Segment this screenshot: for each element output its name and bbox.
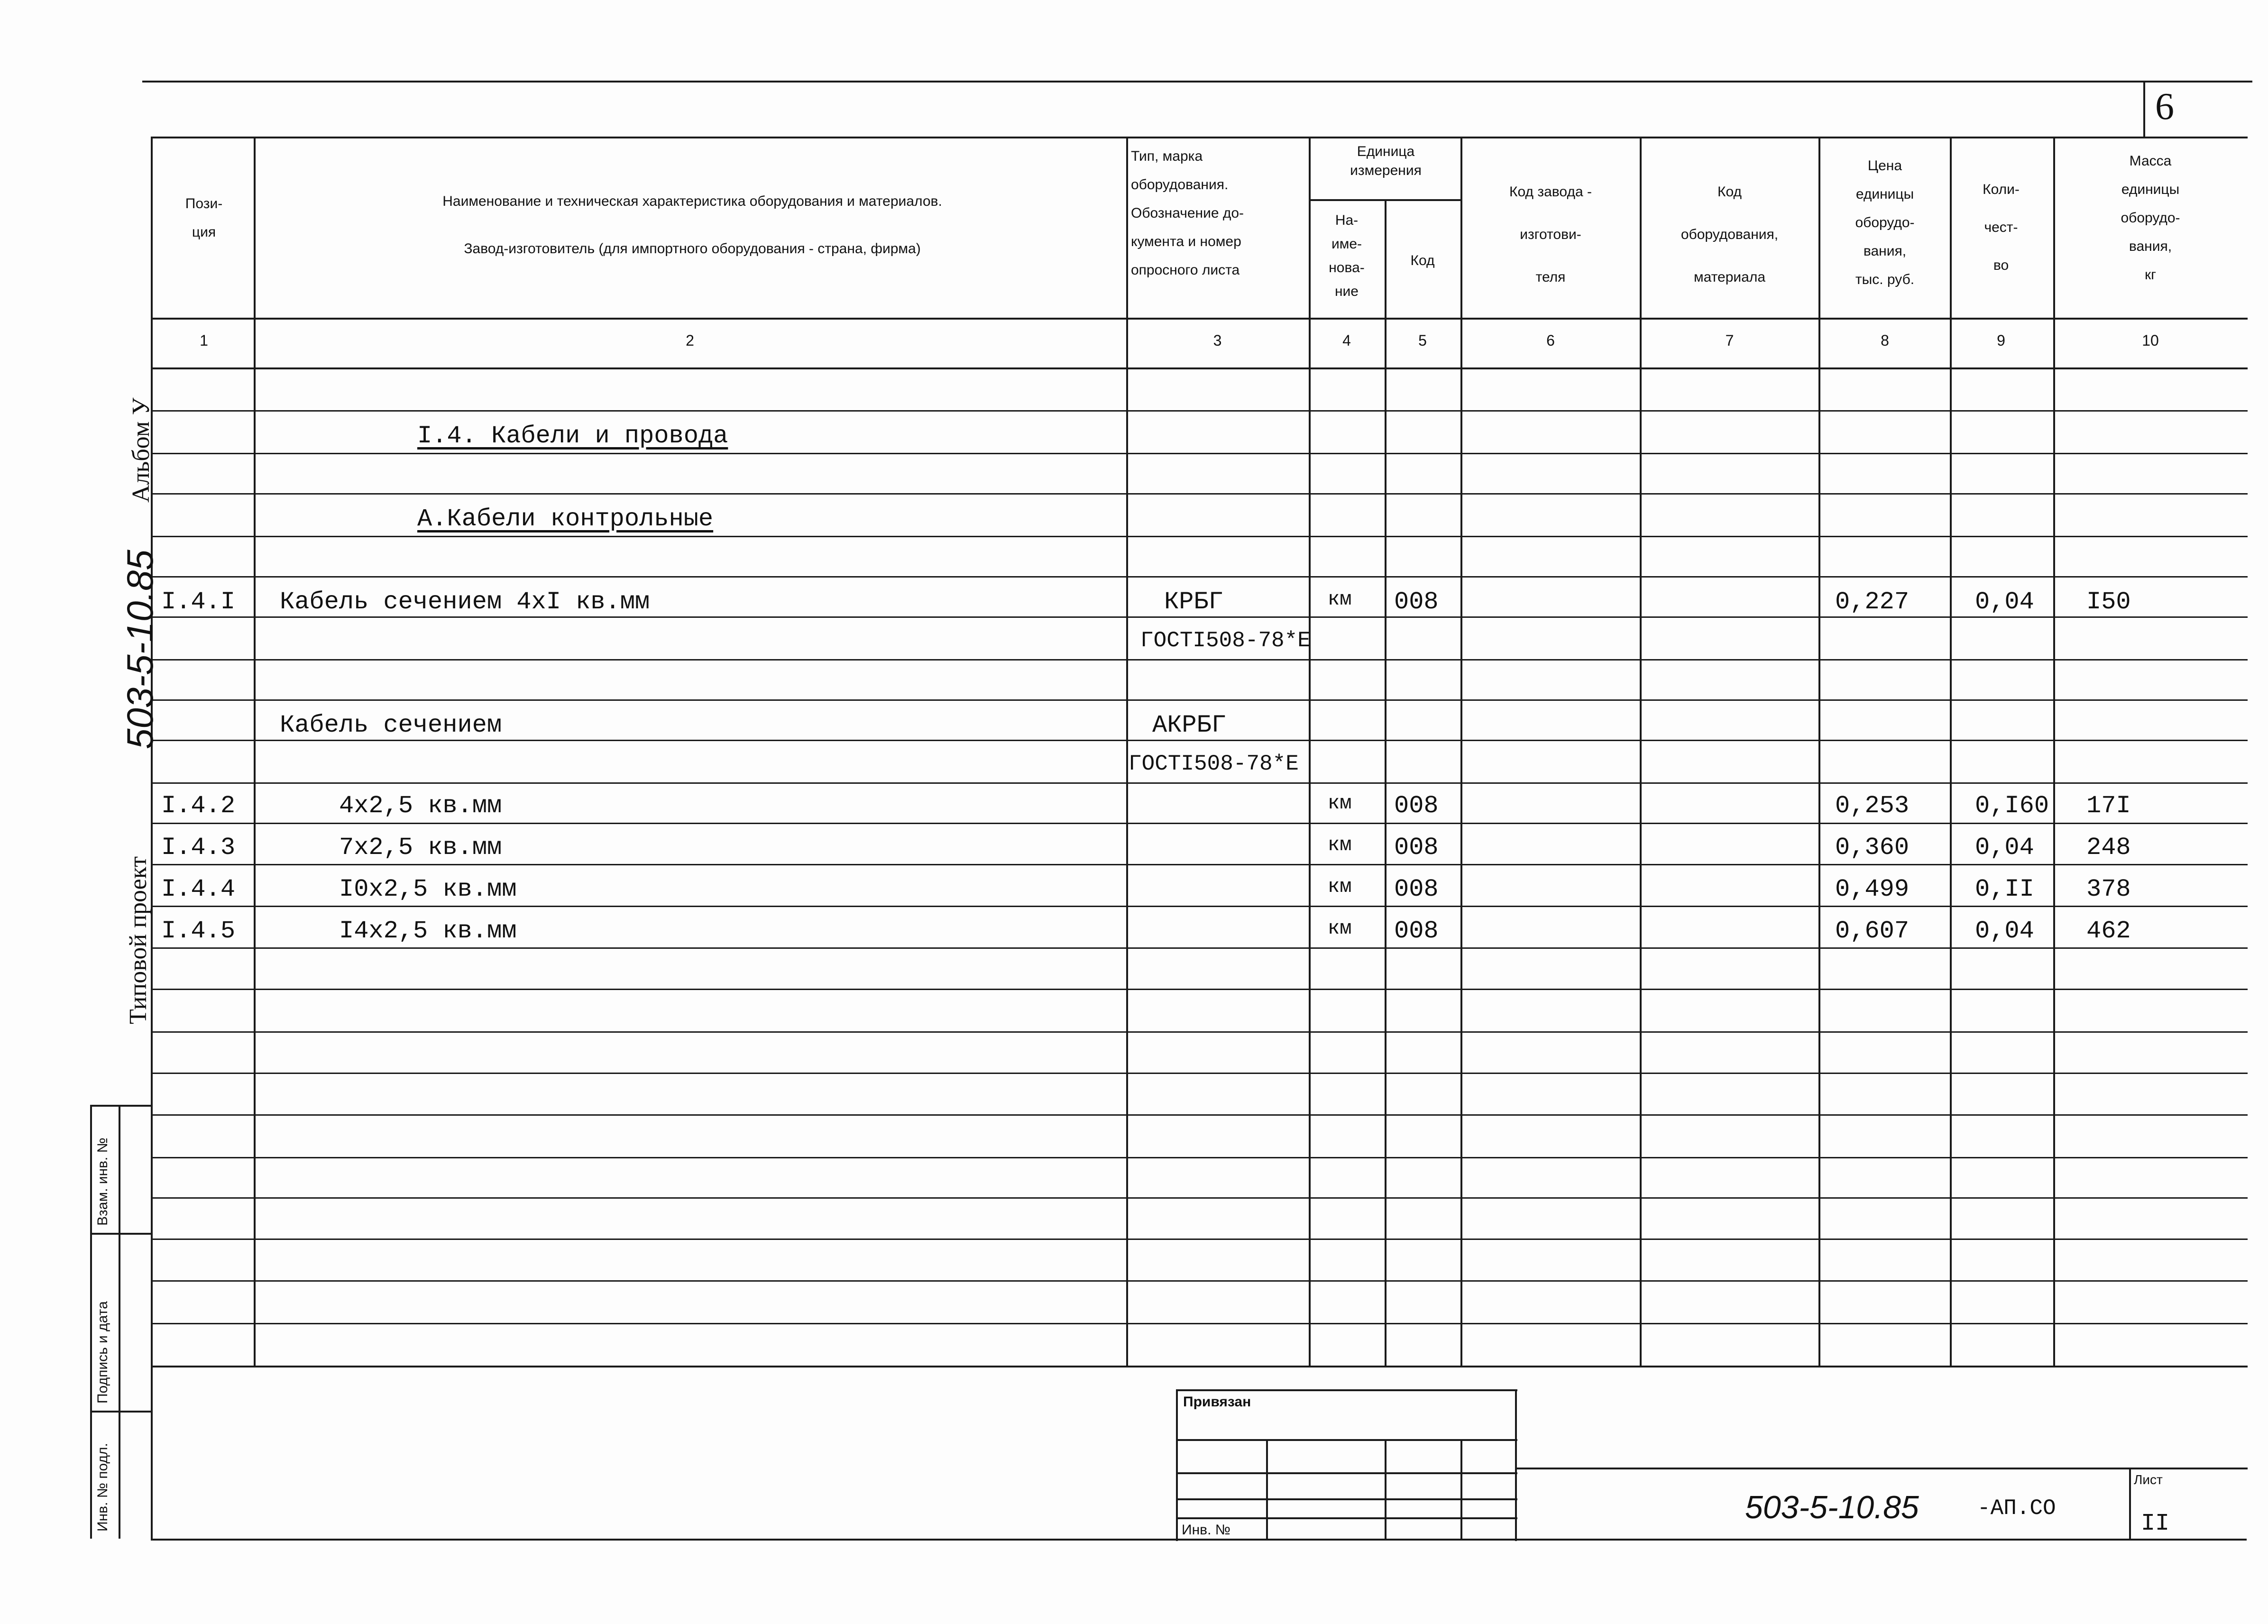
row-code: 008 — [1394, 588, 1439, 616]
stamp-doc-suffix: -АП.СО — [1977, 1496, 2056, 1521]
row-qty: 0,I60 — [1975, 792, 2049, 820]
side-label-sign-date: Подпись и дата — [95, 1301, 110, 1404]
stamp-sheet-label: Лист — [2134, 1472, 2163, 1487]
col-7-header: Код оборудования, материала — [1680, 184, 1779, 285]
row-type: ГОСТI508-78*Е — [1129, 752, 1299, 776]
col-num-6: 6 — [1546, 332, 1555, 349]
col-num-7: 7 — [1725, 332, 1734, 349]
row-unit: км — [1328, 792, 1352, 815]
stamp-privyazan: Привязан — [1183, 1394, 1251, 1410]
side-label-inv-orig: Инв. № подл. — [95, 1443, 110, 1532]
row-price: 0,227 — [1835, 588, 1910, 616]
col-6-header: Код завода - изготови- теля — [1509, 184, 1592, 285]
row-mass: 248 — [2086, 834, 2131, 862]
row-unit: км — [1328, 875, 1352, 898]
col-10-header: Масса единицы оборудо- вания, кг — [2121, 153, 2180, 283]
row-pos: I.4.I — [161, 588, 236, 616]
unit-group-header: Единица измерения — [1350, 144, 1422, 178]
side-label-project-code: 503-5-10.85 — [119, 550, 161, 749]
col-num-2: 2 — [686, 332, 694, 349]
col-num-8: 8 — [1881, 332, 1889, 349]
col-num-10: 10 — [2142, 332, 2159, 349]
side-label-typical-project: Типовой проект — [125, 856, 152, 1024]
col-2-header: Наименование и техническая характеристика оборудования и материалов. Завод-изготовитель (для импортного оборудования - страна, фирма) — [442, 193, 942, 257]
row-unit: км — [1328, 917, 1352, 940]
side-label-vzam-inv: Взам. инв. № — [95, 1138, 110, 1226]
row-pos: I.4.3 — [161, 834, 236, 862]
row-unit: км — [1328, 588, 1352, 611]
stamp-doc-code: 503-5-10.85 — [1745, 1489, 1919, 1525]
row-mass: 378 — [2086, 875, 2131, 903]
row-code: 008 — [1394, 792, 1439, 820]
col-9-header: Коли- чест- во — [1983, 182, 2020, 273]
row-type: АКРБГ — [1152, 711, 1227, 739]
page-number: 6 — [2155, 86, 2174, 128]
col-5-header: Код — [1410, 253, 1435, 268]
stamp-sheet-no: II — [2141, 1510, 2170, 1537]
subsection-title: А.Кабели контрольные — [417, 505, 714, 533]
row-pos: I.4.5 — [161, 917, 236, 945]
row-code: 008 — [1394, 875, 1439, 903]
row-price: 0,253 — [1835, 792, 1910, 820]
row-pos: I.4.4 — [161, 875, 236, 903]
row-qty: 0,04 — [1975, 917, 2034, 945]
row-type: ГОСТI508-78*Е — [1140, 628, 1311, 653]
row-type: КРБГ — [1164, 588, 1223, 616]
row-qty: 0,04 — [1975, 588, 2034, 616]
row-pos: I.4.2 — [161, 792, 236, 820]
col-4-header: На- име- нова- ние — [1329, 212, 1365, 299]
col-num-1: 1 — [200, 332, 208, 349]
col-1-header: Пози- ция — [185, 196, 223, 240]
row-name: 4х2,5 кв.мм — [339, 792, 502, 820]
row-price: 0,499 — [1835, 875, 1910, 903]
row-name: 7х2,5 кв.мм — [339, 834, 502, 862]
col-num-4: 4 — [1342, 332, 1351, 349]
row-mass: 17I — [2086, 792, 2131, 820]
stamp-inv-no: Инв. № — [1182, 1522, 1230, 1538]
section-title: I.4. Кабели и провода — [417, 422, 728, 450]
col-num-5: 5 — [1418, 332, 1427, 349]
side-label-album: Альбом У — [128, 397, 155, 503]
col-8-header: Цена единицы оборудо- вания, тыс. руб. — [1855, 158, 1915, 287]
row-unit: км — [1328, 834, 1352, 856]
row-name: Кабель сечением 4хI кв.мм — [280, 588, 650, 616]
row-mass: 462 — [2086, 917, 2131, 945]
row-name: I4х2,5 кв.мм — [339, 917, 517, 945]
row-name: I0х2,5 кв.мм — [339, 875, 517, 903]
row-price: 0,360 — [1835, 834, 1910, 862]
col-num-9: 9 — [1997, 332, 2005, 349]
row-mass: I50 — [2086, 588, 2131, 616]
row-code: 008 — [1394, 834, 1439, 862]
col-3-header: Тип, марка оборудования. Обозначение до- кумента и номер опросного листа — [1131, 148, 1244, 278]
row-qty: 0,II — [1975, 875, 2034, 903]
col-num-3: 3 — [1213, 332, 1222, 349]
row-qty: 0,04 — [1975, 834, 2034, 862]
row-name: Кабель сечением — [280, 711, 502, 739]
row-price: 0,607 — [1835, 917, 1910, 945]
row-code: 008 — [1394, 917, 1439, 945]
